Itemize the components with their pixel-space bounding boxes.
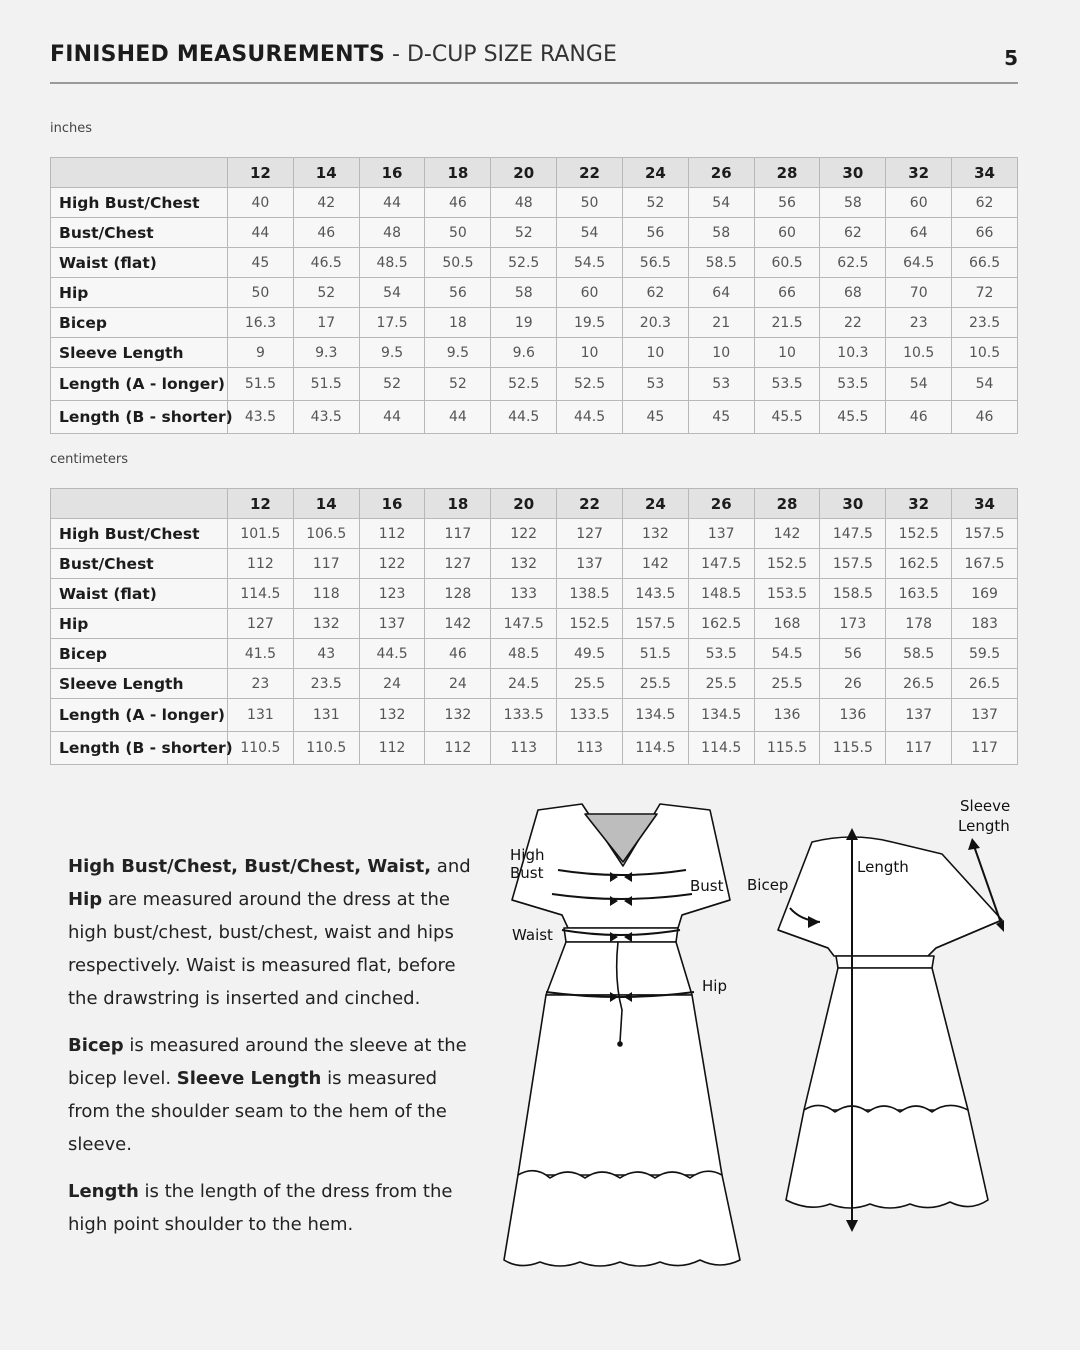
table-cell: 58.5 (886, 639, 952, 669)
table-cell: 137 (359, 609, 425, 639)
label-sleeve-length-1: Sleeve (960, 797, 1011, 815)
table-cell: 152.5 (557, 609, 623, 639)
row-label: Bust/Chest (51, 218, 228, 248)
table-cell: 53.5 (688, 639, 754, 669)
table-cell: 122 (491, 519, 557, 549)
table-cell: 54 (886, 368, 952, 401)
table-cell: 58 (688, 218, 754, 248)
table-cell: 142 (425, 609, 491, 639)
table-cell: 70 (886, 278, 952, 308)
size-header: 26 (688, 158, 754, 188)
table-row (51, 338, 1018, 368)
table-cell: 60.5 (754, 248, 820, 278)
table-cell: 52.5 (491, 368, 557, 401)
table-cell: 112 (425, 732, 491, 765)
table-cell: 51.5 (622, 639, 688, 669)
table-cell: 62 (622, 278, 688, 308)
table-cell: 148.5 (688, 579, 754, 609)
table-cell: 50 (557, 188, 623, 218)
table-cell: 50.5 (425, 248, 491, 278)
table-cell: 56 (754, 188, 820, 218)
table-cell: 133 (491, 579, 557, 609)
row-label: Length (B - shorter) (51, 732, 228, 765)
table-cell: 54 (688, 188, 754, 218)
table-cell: 17.5 (359, 308, 425, 338)
size-header: 24 (622, 158, 688, 188)
table-row (51, 188, 1018, 218)
table-cell: 113 (491, 732, 557, 765)
table-cell: 142 (754, 519, 820, 549)
centimeters-label: centimeters (50, 452, 128, 467)
table-row (51, 549, 1018, 579)
inches-header-row (51, 158, 1018, 188)
table-cell: 48.5 (491, 639, 557, 669)
table-cell: 52 (491, 218, 557, 248)
table-cell: 64 (688, 278, 754, 308)
table-cell: 163.5 (886, 579, 952, 609)
table-cell: 168 (754, 609, 820, 639)
table-row (51, 732, 1018, 765)
table-cell: 137 (688, 519, 754, 549)
table-cell: 56 (622, 218, 688, 248)
table-cell: 66 (754, 278, 820, 308)
table-cell: 169 (952, 579, 1018, 609)
table-cell: 132 (491, 549, 557, 579)
table-cell: 52.5 (491, 248, 557, 278)
size-header: 24 (622, 489, 688, 519)
table-cell: 142 (622, 549, 688, 579)
table-cell: 162.5 (886, 549, 952, 579)
measurement-notes (68, 850, 478, 1255)
table-cell: 50 (228, 278, 294, 308)
row-label: Hip (51, 278, 228, 308)
table-cell: 158.5 (820, 579, 886, 609)
table-cell: 54.5 (754, 639, 820, 669)
size-header: 18 (425, 489, 491, 519)
table-cell: 152.5 (886, 519, 952, 549)
row-label: Waist (flat) (51, 579, 228, 609)
table-cell: 26.5 (952, 669, 1018, 699)
table-row (51, 308, 1018, 338)
table-cell: 41.5 (228, 639, 294, 669)
table-cell: 25.5 (622, 669, 688, 699)
label-hip: Hip (702, 977, 727, 995)
table-cell: 45 (228, 248, 294, 278)
table-cell: 25.5 (688, 669, 754, 699)
table-cell: 44.5 (491, 401, 557, 434)
table-cell: 45.5 (754, 401, 820, 434)
table-cell: 40 (228, 188, 294, 218)
table-cell: 26 (820, 669, 886, 699)
table-cell: 59.5 (952, 639, 1018, 669)
label-bust: Bust (690, 877, 724, 895)
row-label: Waist (flat) (51, 248, 228, 278)
table-cell: 127 (425, 549, 491, 579)
table-cell: 68 (820, 278, 886, 308)
size-header: 34 (952, 158, 1018, 188)
table-cell: 10 (557, 338, 623, 368)
table-cell: 45.5 (820, 401, 886, 434)
table-cell: 132 (293, 609, 359, 639)
table-cell: 58 (491, 278, 557, 308)
table-cell: 19 (491, 308, 557, 338)
row-label: Bust/Chest (51, 549, 228, 579)
table-cell: 23 (228, 669, 294, 699)
size-header: 12 (228, 158, 294, 188)
page-title (50, 42, 617, 67)
table-cell: 20.3 (622, 308, 688, 338)
table-cell: 131 (228, 699, 294, 732)
table-cell: 25.5 (557, 669, 623, 699)
table-cell: 46 (886, 401, 952, 434)
table-cell: 133.5 (491, 699, 557, 732)
row-label: Sleeve Length (51, 338, 228, 368)
table-cell: 132 (622, 519, 688, 549)
table-cell: 46.5 (293, 248, 359, 278)
table-cell: 134.5 (688, 699, 754, 732)
table-cell: 44 (359, 188, 425, 218)
table-cell: 137 (886, 699, 952, 732)
table-cell: 66 (952, 218, 1018, 248)
table-row (51, 278, 1018, 308)
row-label: Sleeve Length (51, 669, 228, 699)
label-sleeve-length-2: Length (958, 817, 1010, 835)
table-cell: 51.5 (293, 368, 359, 401)
size-header: 26 (688, 489, 754, 519)
table-cell: 137 (557, 549, 623, 579)
table-cell: 132 (425, 699, 491, 732)
inches-table (50, 157, 1018, 434)
table-cell: 64 (886, 218, 952, 248)
centimeters-header-row (51, 489, 1018, 519)
size-header: 22 (557, 158, 623, 188)
table-cell: 44.5 (557, 401, 623, 434)
table-cell: 42 (293, 188, 359, 218)
size-header: 28 (754, 489, 820, 519)
table-cell: 52 (622, 188, 688, 218)
table-cell: 53.5 (820, 368, 886, 401)
table-cell: 26.5 (886, 669, 952, 699)
table-cell: 46 (425, 639, 491, 669)
table-cell: 157.5 (622, 609, 688, 639)
size-header: 16 (359, 489, 425, 519)
table-cell: 24 (425, 669, 491, 699)
table-cell: 22 (820, 308, 886, 338)
table-cell: 52 (293, 278, 359, 308)
table-cell: 10.5 (886, 338, 952, 368)
table-cell: 157.5 (952, 519, 1018, 549)
table-cell: 9 (228, 338, 294, 368)
size-header: 16 (359, 158, 425, 188)
table-cell: 153.5 (754, 579, 820, 609)
table-cell: 56.5 (622, 248, 688, 278)
row-label: Bicep (51, 639, 228, 669)
label-high-bust-1: High (510, 846, 545, 864)
size-header: 20 (491, 158, 557, 188)
table-cell: 10 (622, 338, 688, 368)
table-cell: 183 (952, 609, 1018, 639)
table-cell: 10 (688, 338, 754, 368)
note-circumference: High Bust/Chest, Bust/Chest, Waist, and Hip are measured around the dress at the high bust/chest, bust/chest, waist and hips respectively. Waist is measured flat, before the drawstring is inserted and cinched. (68, 856, 471, 1009)
size-header: 32 (886, 489, 952, 519)
table-cell: 54 (359, 278, 425, 308)
table-cell: 48.5 (359, 248, 425, 278)
table-cell: 114.5 (228, 579, 294, 609)
table-cell: 110.5 (228, 732, 294, 765)
table-cell: 178 (886, 609, 952, 639)
inches-label: inches (50, 121, 93, 136)
table-cell: 58.5 (688, 248, 754, 278)
table-cell: 46 (952, 401, 1018, 434)
table-cell: 152.5 (754, 549, 820, 579)
table-cell: 23.5 (952, 308, 1018, 338)
table-cell: 17 (293, 308, 359, 338)
size-header: 18 (425, 158, 491, 188)
row-label: Hip (51, 609, 228, 639)
table-cell: 115.5 (754, 732, 820, 765)
label-bicep: Bicep (747, 876, 789, 894)
table-cell: 132 (359, 699, 425, 732)
size-header: 30 (820, 489, 886, 519)
table-cell: 10.5 (952, 338, 1018, 368)
table-cell: 43 (293, 639, 359, 669)
table-cell: 128 (425, 579, 491, 609)
table-cell: 112 (228, 549, 294, 579)
table-cell: 21 (688, 308, 754, 338)
table-cell: 46 (293, 218, 359, 248)
centimeters-table (50, 488, 1018, 765)
table-cell: 173 (820, 609, 886, 639)
table-row (51, 669, 1018, 699)
table-cell: 56 (820, 639, 886, 669)
table-cell: 60 (754, 218, 820, 248)
back-dress-illustration (778, 837, 1002, 1208)
table-row (51, 248, 1018, 278)
row-label: High Bust/Chest (51, 519, 228, 549)
table-cell: 56 (425, 278, 491, 308)
title-main: FINISHED MEASUREMENTS (50, 42, 386, 67)
table-cell: 133.5 (557, 699, 623, 732)
page-number: 5 (1004, 46, 1018, 70)
size-header: 14 (293, 158, 359, 188)
table-cell: 101.5 (228, 519, 294, 549)
table-row (51, 519, 1018, 549)
table-cell: 54 (952, 368, 1018, 401)
table-cell: 10 (754, 338, 820, 368)
table-cell: 115.5 (820, 732, 886, 765)
table-cell: 9.3 (293, 338, 359, 368)
table-cell: 9.5 (359, 338, 425, 368)
table-cell: 44.5 (359, 639, 425, 669)
table-cell: 23 (886, 308, 952, 338)
table-cell: 127 (557, 519, 623, 549)
table-cell: 122 (359, 549, 425, 579)
table-cell: 62 (952, 188, 1018, 218)
row-label: Length (B - shorter) (51, 401, 228, 434)
row-label: High Bust/Chest (51, 188, 228, 218)
dress-diagram (490, 780, 1030, 1280)
table-cell: 58 (820, 188, 886, 218)
table-cell: 53.5 (754, 368, 820, 401)
label-length: Length (857, 858, 909, 876)
table-cell: 18 (425, 308, 491, 338)
table-cell: 134.5 (622, 699, 688, 732)
table-cell: 138.5 (557, 579, 623, 609)
table-cell: 114.5 (622, 732, 688, 765)
table-cell: 53 (622, 368, 688, 401)
table-cell: 147.5 (820, 519, 886, 549)
note-sleeve: Bicep is measured around the sleeve at the bicep level. Sleeve Length is measured from the shoulder seam to the hem of the sleeve. (68, 1035, 467, 1155)
table-row (51, 218, 1018, 248)
table-cell: 23.5 (293, 669, 359, 699)
row-label: Bicep (51, 308, 228, 338)
table-cell: 131 (293, 699, 359, 732)
table-cell: 52 (425, 368, 491, 401)
table-cell: 117 (886, 732, 952, 765)
table-cell: 117 (425, 519, 491, 549)
table-cell: 167.5 (952, 549, 1018, 579)
table-cell: 45 (688, 401, 754, 434)
table-cell: 21.5 (754, 308, 820, 338)
table-cell: 112 (359, 519, 425, 549)
table-cell: 43.5 (293, 401, 359, 434)
table-cell: 53 (688, 368, 754, 401)
table-cell: 9.5 (425, 338, 491, 368)
table-cell: 52 (359, 368, 425, 401)
table-cell: 45 (622, 401, 688, 434)
page-header (50, 40, 1018, 84)
table-cell: 16.3 (228, 308, 294, 338)
table-cell: 62 (820, 218, 886, 248)
table-cell: 136 (820, 699, 886, 732)
table-cell: 112 (359, 732, 425, 765)
table-cell: 52.5 (557, 368, 623, 401)
table-cell: 117 (952, 732, 1018, 765)
table-row (51, 579, 1018, 609)
table-cell: 162.5 (688, 609, 754, 639)
table-cell: 24 (359, 669, 425, 699)
table-cell: 48 (491, 188, 557, 218)
table-cell: 136 (754, 699, 820, 732)
table-row (51, 699, 1018, 732)
table-cell: 60 (886, 188, 952, 218)
table-cell: 147.5 (491, 609, 557, 639)
table-cell: 62.5 (820, 248, 886, 278)
table-cell: 54 (557, 218, 623, 248)
title-subtitle: D-CUP SIZE RANGE (406, 42, 617, 67)
table-cell: 49.5 (557, 639, 623, 669)
table-cell: 110.5 (293, 732, 359, 765)
table-cell: 64.5 (886, 248, 952, 278)
row-label: Length (A - longer) (51, 368, 228, 401)
label-high-bust-2: Bust (510, 864, 544, 882)
size-header: 14 (293, 489, 359, 519)
table-cell: 19.5 (557, 308, 623, 338)
size-header: 22 (557, 489, 623, 519)
table-cell: 9.6 (491, 338, 557, 368)
size-header: 32 (886, 158, 952, 188)
table-cell: 44 (228, 218, 294, 248)
table-cell: 51.5 (228, 368, 294, 401)
table-cell: 114.5 (688, 732, 754, 765)
table-row (51, 609, 1018, 639)
table-row (51, 401, 1018, 434)
table-cell: 72 (952, 278, 1018, 308)
size-header: 30 (820, 158, 886, 188)
table-cell: 24.5 (491, 669, 557, 699)
table-cell: 66.5 (952, 248, 1018, 278)
table-cell: 10.3 (820, 338, 886, 368)
row-label: Length (A - longer) (51, 699, 228, 732)
table-cell: 106.5 (293, 519, 359, 549)
table-cell: 48 (359, 218, 425, 248)
table-cell: 143.5 (622, 579, 688, 609)
header-corner (51, 489, 228, 519)
note-length: Length is the length of the dress from the high point shoulder to the hem. (68, 1181, 453, 1235)
table-cell: 44 (359, 401, 425, 434)
table-row (51, 368, 1018, 401)
table-cell: 147.5 (688, 549, 754, 579)
size-header: 12 (228, 489, 294, 519)
table-cell: 25.5 (754, 669, 820, 699)
table-cell: 60 (557, 278, 623, 308)
title-separator: - (385, 42, 407, 67)
header-corner (51, 158, 228, 188)
size-header: 20 (491, 489, 557, 519)
table-cell: 113 (557, 732, 623, 765)
table-cell: 44 (425, 401, 491, 434)
table-cell: 118 (293, 579, 359, 609)
table-cell: 43.5 (228, 401, 294, 434)
table-row (51, 639, 1018, 669)
size-header: 34 (952, 489, 1018, 519)
table-cell: 50 (425, 218, 491, 248)
table-cell: 137 (952, 699, 1018, 732)
table-cell: 127 (228, 609, 294, 639)
table-cell: 46 (425, 188, 491, 218)
table-cell: 123 (359, 579, 425, 609)
table-cell: 54.5 (557, 248, 623, 278)
table-cell: 117 (293, 549, 359, 579)
size-header: 28 (754, 158, 820, 188)
table-cell: 157.5 (820, 549, 886, 579)
label-waist: Waist (512, 926, 553, 944)
